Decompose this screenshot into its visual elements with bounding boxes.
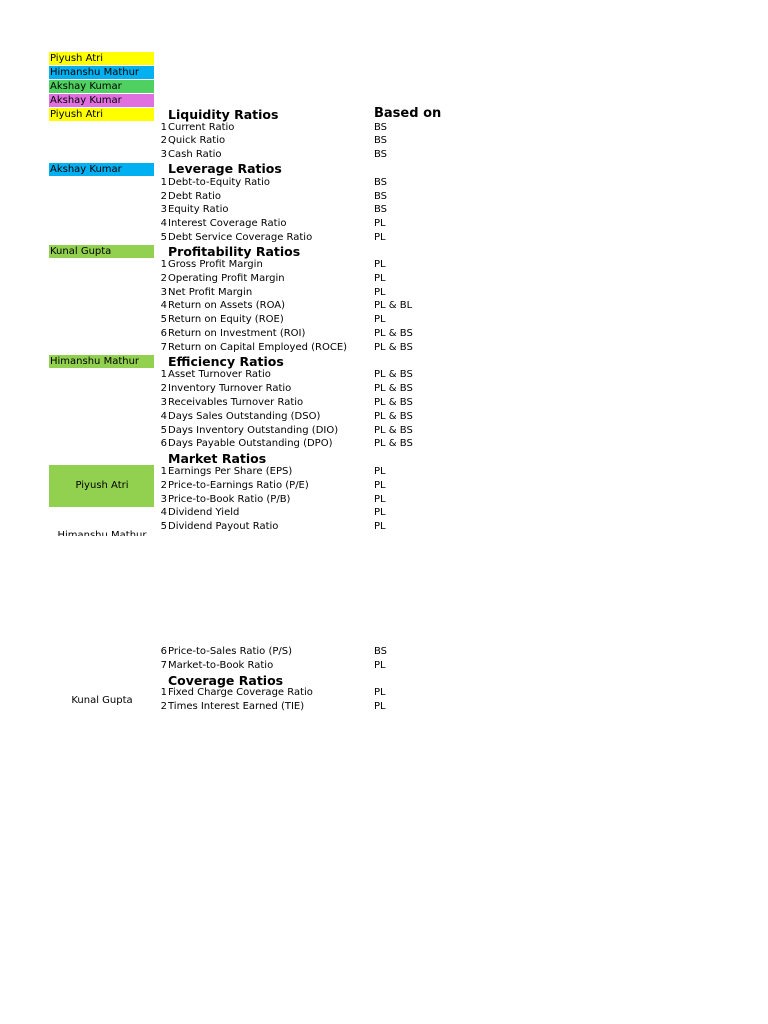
assignee-profitability: Kunal Gupta <box>49 245 154 258</box>
row-number: 2 <box>160 701 167 712</box>
row-number: 3 <box>160 204 167 215</box>
section-title-efficiency: Efficiency Ratios <box>168 354 284 369</box>
ratio-basis: PL <box>374 232 386 243</box>
row-number: 2 <box>160 191 167 202</box>
row-number: 7 <box>160 342 167 353</box>
ratio-name: Debt-to-Equity Ratio <box>168 177 271 188</box>
ratio-name: Operating Profit Margin <box>168 273 285 284</box>
assignee-coverage: Kunal Gupta <box>71 695 133 706</box>
section-title-profitability: Profitability Ratios <box>168 244 301 259</box>
ratio-basis: PL & BS <box>374 383 413 394</box>
ratio-name: Return on Equity (ROE) <box>168 314 284 325</box>
row-number: 1 <box>160 259 167 270</box>
ratio-basis: BS <box>374 135 388 146</box>
ratio-name: Return on Assets (ROA) <box>168 300 286 311</box>
ratio-basis: PL <box>374 687 386 698</box>
row-number: 1 <box>160 466 167 477</box>
legend-piyush-atri: Piyush Atri <box>49 52 154 65</box>
legend-akshay-kumar-pink: Akshay Kumar <box>49 94 154 107</box>
ratio-basis: PL <box>374 507 386 518</box>
row-number: 5 <box>160 521 167 532</box>
row-number: 4 <box>160 507 167 518</box>
ratio-basis: PL <box>374 701 386 712</box>
ratio-name: Debt Service Coverage Ratio <box>168 232 313 243</box>
row-number: 3 <box>160 494 167 505</box>
assignee-efficiency: Himanshu Mathur <box>49 355 154 368</box>
ratio-name: Gross Profit Margin <box>168 259 263 270</box>
section-title-market: Market Ratios <box>168 451 267 466</box>
row-number: 3 <box>160 397 167 408</box>
ratio-name: Return on Capital Employed (ROCE) <box>168 342 348 353</box>
ratio-basis: BS <box>374 177 388 188</box>
assignee-liquidity: Piyush Atri <box>49 108 154 121</box>
row-number: 3 <box>160 149 167 160</box>
ratio-basis: BS <box>374 122 388 133</box>
ratio-name: Net Profit Margin <box>168 287 253 298</box>
page-break-gap <box>0 536 768 640</box>
ratio-name: Quick Ratio <box>168 135 226 146</box>
row-number: 2 <box>160 383 167 394</box>
ratio-basis: PL <box>374 273 386 284</box>
ratio-basis: BS <box>374 646 388 657</box>
ratio-name: Receivables Turnover Ratio <box>168 397 304 408</box>
ratio-name: Price-to-Book Ratio (P/B) <box>168 494 291 505</box>
ratio-name: Asset Turnover Ratio <box>168 369 271 380</box>
ratio-name: Price-to-Sales Ratio (P/S) <box>168 646 293 657</box>
ratio-basis: PL & BS <box>374 425 413 436</box>
row-number: 5 <box>160 425 167 436</box>
ratio-name: Equity Ratio <box>168 204 229 215</box>
ratio-basis: PL <box>374 218 386 229</box>
row-number: 2 <box>160 480 167 491</box>
row-number: 7 <box>160 660 167 671</box>
row-number: 2 <box>160 273 167 284</box>
row-number: 6 <box>160 438 167 449</box>
ratio-basis: PL <box>374 660 386 671</box>
row-number: 5 <box>160 314 167 325</box>
legend-himanshu-mathur: Himanshu Mathur <box>49 66 154 79</box>
section-title-leverage: Leverage Ratios <box>168 161 282 176</box>
ratio-basis: PL & BS <box>374 438 413 449</box>
based-on-header: Based on <box>374 106 442 121</box>
ratio-name: Earnings Per Share (EPS) <box>168 466 293 477</box>
ratio-basis: PL <box>374 314 386 325</box>
ratio-basis: PL & BS <box>374 411 413 422</box>
ratio-name: Return on Investment (ROI) <box>168 328 306 339</box>
ratio-basis: BS <box>374 191 388 202</box>
row-number: 4 <box>160 218 167 229</box>
ratio-basis: PL <box>374 480 386 491</box>
ratio-name: Debt Ratio <box>168 191 221 202</box>
section-title-coverage: Coverage Ratios <box>168 673 284 688</box>
row-number: 4 <box>160 300 167 311</box>
row-number: 6 <box>160 646 167 657</box>
ratio-name: Days Payable Outstanding (DPO) <box>168 438 333 449</box>
section-title-liquidity: Liquidity Ratios <box>168 107 279 122</box>
ratio-basis: PL & BL <box>374 300 413 311</box>
ratio-basis: PL & BS <box>374 342 413 353</box>
row-number: 1 <box>160 687 167 698</box>
ratio-basis: PL <box>374 466 386 477</box>
ratio-name: Times Interest Earned (TIE) <box>168 701 305 712</box>
assignee-market: Piyush Atri <box>49 465 154 507</box>
legend-akshay-kumar-green: Akshay Kumar <box>49 80 154 93</box>
row-number: 1 <box>160 177 167 188</box>
ratio-basis: PL <box>374 494 386 505</box>
row-number: 2 <box>160 135 167 146</box>
row-number: 4 <box>160 411 167 422</box>
ratio-name: Market-to-Book Ratio <box>168 660 274 671</box>
row-number: 6 <box>160 328 167 339</box>
row-number: 1 <box>160 122 167 133</box>
ratio-basis: PL & BS <box>374 397 413 408</box>
ratio-basis: PL & BS <box>374 328 413 339</box>
ratio-name: Days Sales Outstanding (DSO) <box>168 411 321 422</box>
row-number: 3 <box>160 287 167 298</box>
ratio-name: Dividend Yield <box>168 507 240 518</box>
ratio-name: Interest Coverage Ratio <box>168 218 287 229</box>
ratio-basis: BS <box>374 204 388 215</box>
ratio-basis: PL & BS <box>374 369 413 380</box>
ratio-name: Price-to-Earnings Ratio (P/E) <box>168 480 309 491</box>
ratio-name: Dividend Payout Ratio <box>168 521 279 532</box>
assignee-leverage: Akshay Kumar <box>49 163 154 176</box>
ratio-name: Current Ratio <box>168 122 235 133</box>
row-number: 1 <box>160 369 167 380</box>
ratio-name: Cash Ratio <box>168 149 222 160</box>
ratio-basis: PL <box>374 259 386 270</box>
ratio-basis: PL <box>374 521 386 532</box>
ratio-basis: BS <box>374 149 388 160</box>
ratio-name: Inventory Turnover Ratio <box>168 383 292 394</box>
ratio-name: Fixed Charge Coverage Ratio <box>168 687 313 698</box>
row-number: 5 <box>160 232 167 243</box>
ratio-basis: PL <box>374 287 386 298</box>
ratio-name: Days Inventory Outstanding (DIO) <box>168 425 339 436</box>
